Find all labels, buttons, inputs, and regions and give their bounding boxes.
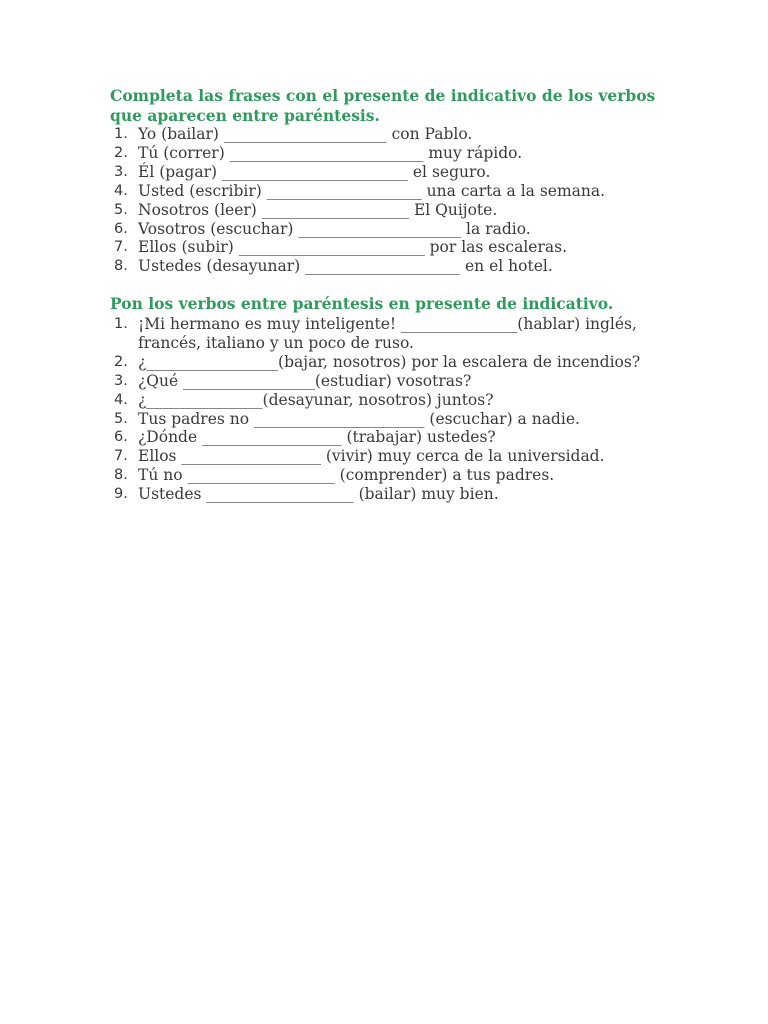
item-number: 6. <box>114 429 128 446</box>
list-item <box>110 372 670 391</box>
item-number: 5. <box>114 410 128 427</box>
item-number: 2. <box>114 353 128 370</box>
list-item <box>110 257 670 276</box>
list-item <box>110 410 670 429</box>
item-sentence: Tú (correr) _________________________ muy rápido. <box>138 143 523 162</box>
item-sentence: ¿Qué _________________(estudiar) vosotras? <box>138 371 472 390</box>
item-number: 8. <box>114 258 128 275</box>
list-item <box>110 315 670 353</box>
item-sentence: ¿_______________(desayunar, nosotros) juntos? <box>138 390 494 409</box>
list-item <box>110 391 670 410</box>
item-sentence: ¿Dónde __________________ (trabajar) ustedes? <box>138 428 496 447</box>
exercise-2-title: Pon los verbos entre paréntesis en presente de indicativo. <box>110 294 614 313</box>
list-item <box>110 163 670 182</box>
list-item <box>110 485 670 504</box>
item-number: 1. <box>114 126 128 142</box>
item-number: 7. <box>114 239 128 256</box>
exercise-1-list <box>110 125 670 276</box>
item-number: 9. <box>114 486 128 503</box>
list-item <box>110 428 670 447</box>
item-number: 8. <box>114 467 128 484</box>
item-sentence: Tú no ___________________ (comprender) a tus padres. <box>138 466 555 485</box>
item-sentence: Vosotros (escuchar) _____________________ la radio. <box>138 219 531 238</box>
item-sentence: Ustedes ___________________ (bailar) muy bien. <box>138 485 499 504</box>
item-number: 3. <box>114 372 128 389</box>
list-item <box>110 447 670 466</box>
exercise-1-title: Completa las frases con el presente de indicativo de los verbos que aparecen entre paréntesis. <box>110 86 656 125</box>
list-item <box>110 125 670 144</box>
item-number: 4. <box>114 391 128 408</box>
item-number: 7. <box>114 448 128 465</box>
item-number: 3. <box>114 163 128 180</box>
item-sentence: Yo (bailar) _____________________ con Pablo. <box>138 125 473 143</box>
list-item <box>110 201 670 220</box>
item-sentence: Nosotros (leer) ___________________ El Quijote. <box>138 200 498 219</box>
item-number: 6. <box>114 220 128 237</box>
list-item <box>110 144 670 163</box>
item-sentence: ¿_________________(bajar, nosotros) por la escalera de incendios? <box>138 352 641 371</box>
item-number: 5. <box>114 201 128 218</box>
item-sentence: Él (pagar) ________________________ el seguro. <box>138 162 491 181</box>
list-item <box>110 353 670 372</box>
item-sentence: Usted (escribir) ____________________ una carta a la semana. <box>138 181 606 200</box>
item-sentence: Ustedes (desayunar) ____________________ en el hotel. <box>138 257 553 276</box>
list-item <box>110 220 670 239</box>
list-item <box>110 466 670 485</box>
item-sentence: Ellos __________________ (vivir) muy cerca de la universidad. <box>138 447 605 466</box>
list-item <box>110 238 670 257</box>
item-number: 4. <box>114 182 128 199</box>
item-number: 1. <box>114 316 128 332</box>
item-sentence: ¡Mi hermano es muy inteligente! _______________(hablar) inglés, francés, italiano y un poco de ruso. <box>138 315 642 352</box>
exercise-2-list <box>110 315 670 504</box>
item-number: 2. <box>114 144 128 161</box>
item-sentence: Tus padres no ______________________ (escuchar) a nadie. <box>138 409 580 428</box>
item-sentence: Ellos (subir) ________________________ por las escaleras. <box>138 238 567 257</box>
list-item <box>110 182 670 201</box>
